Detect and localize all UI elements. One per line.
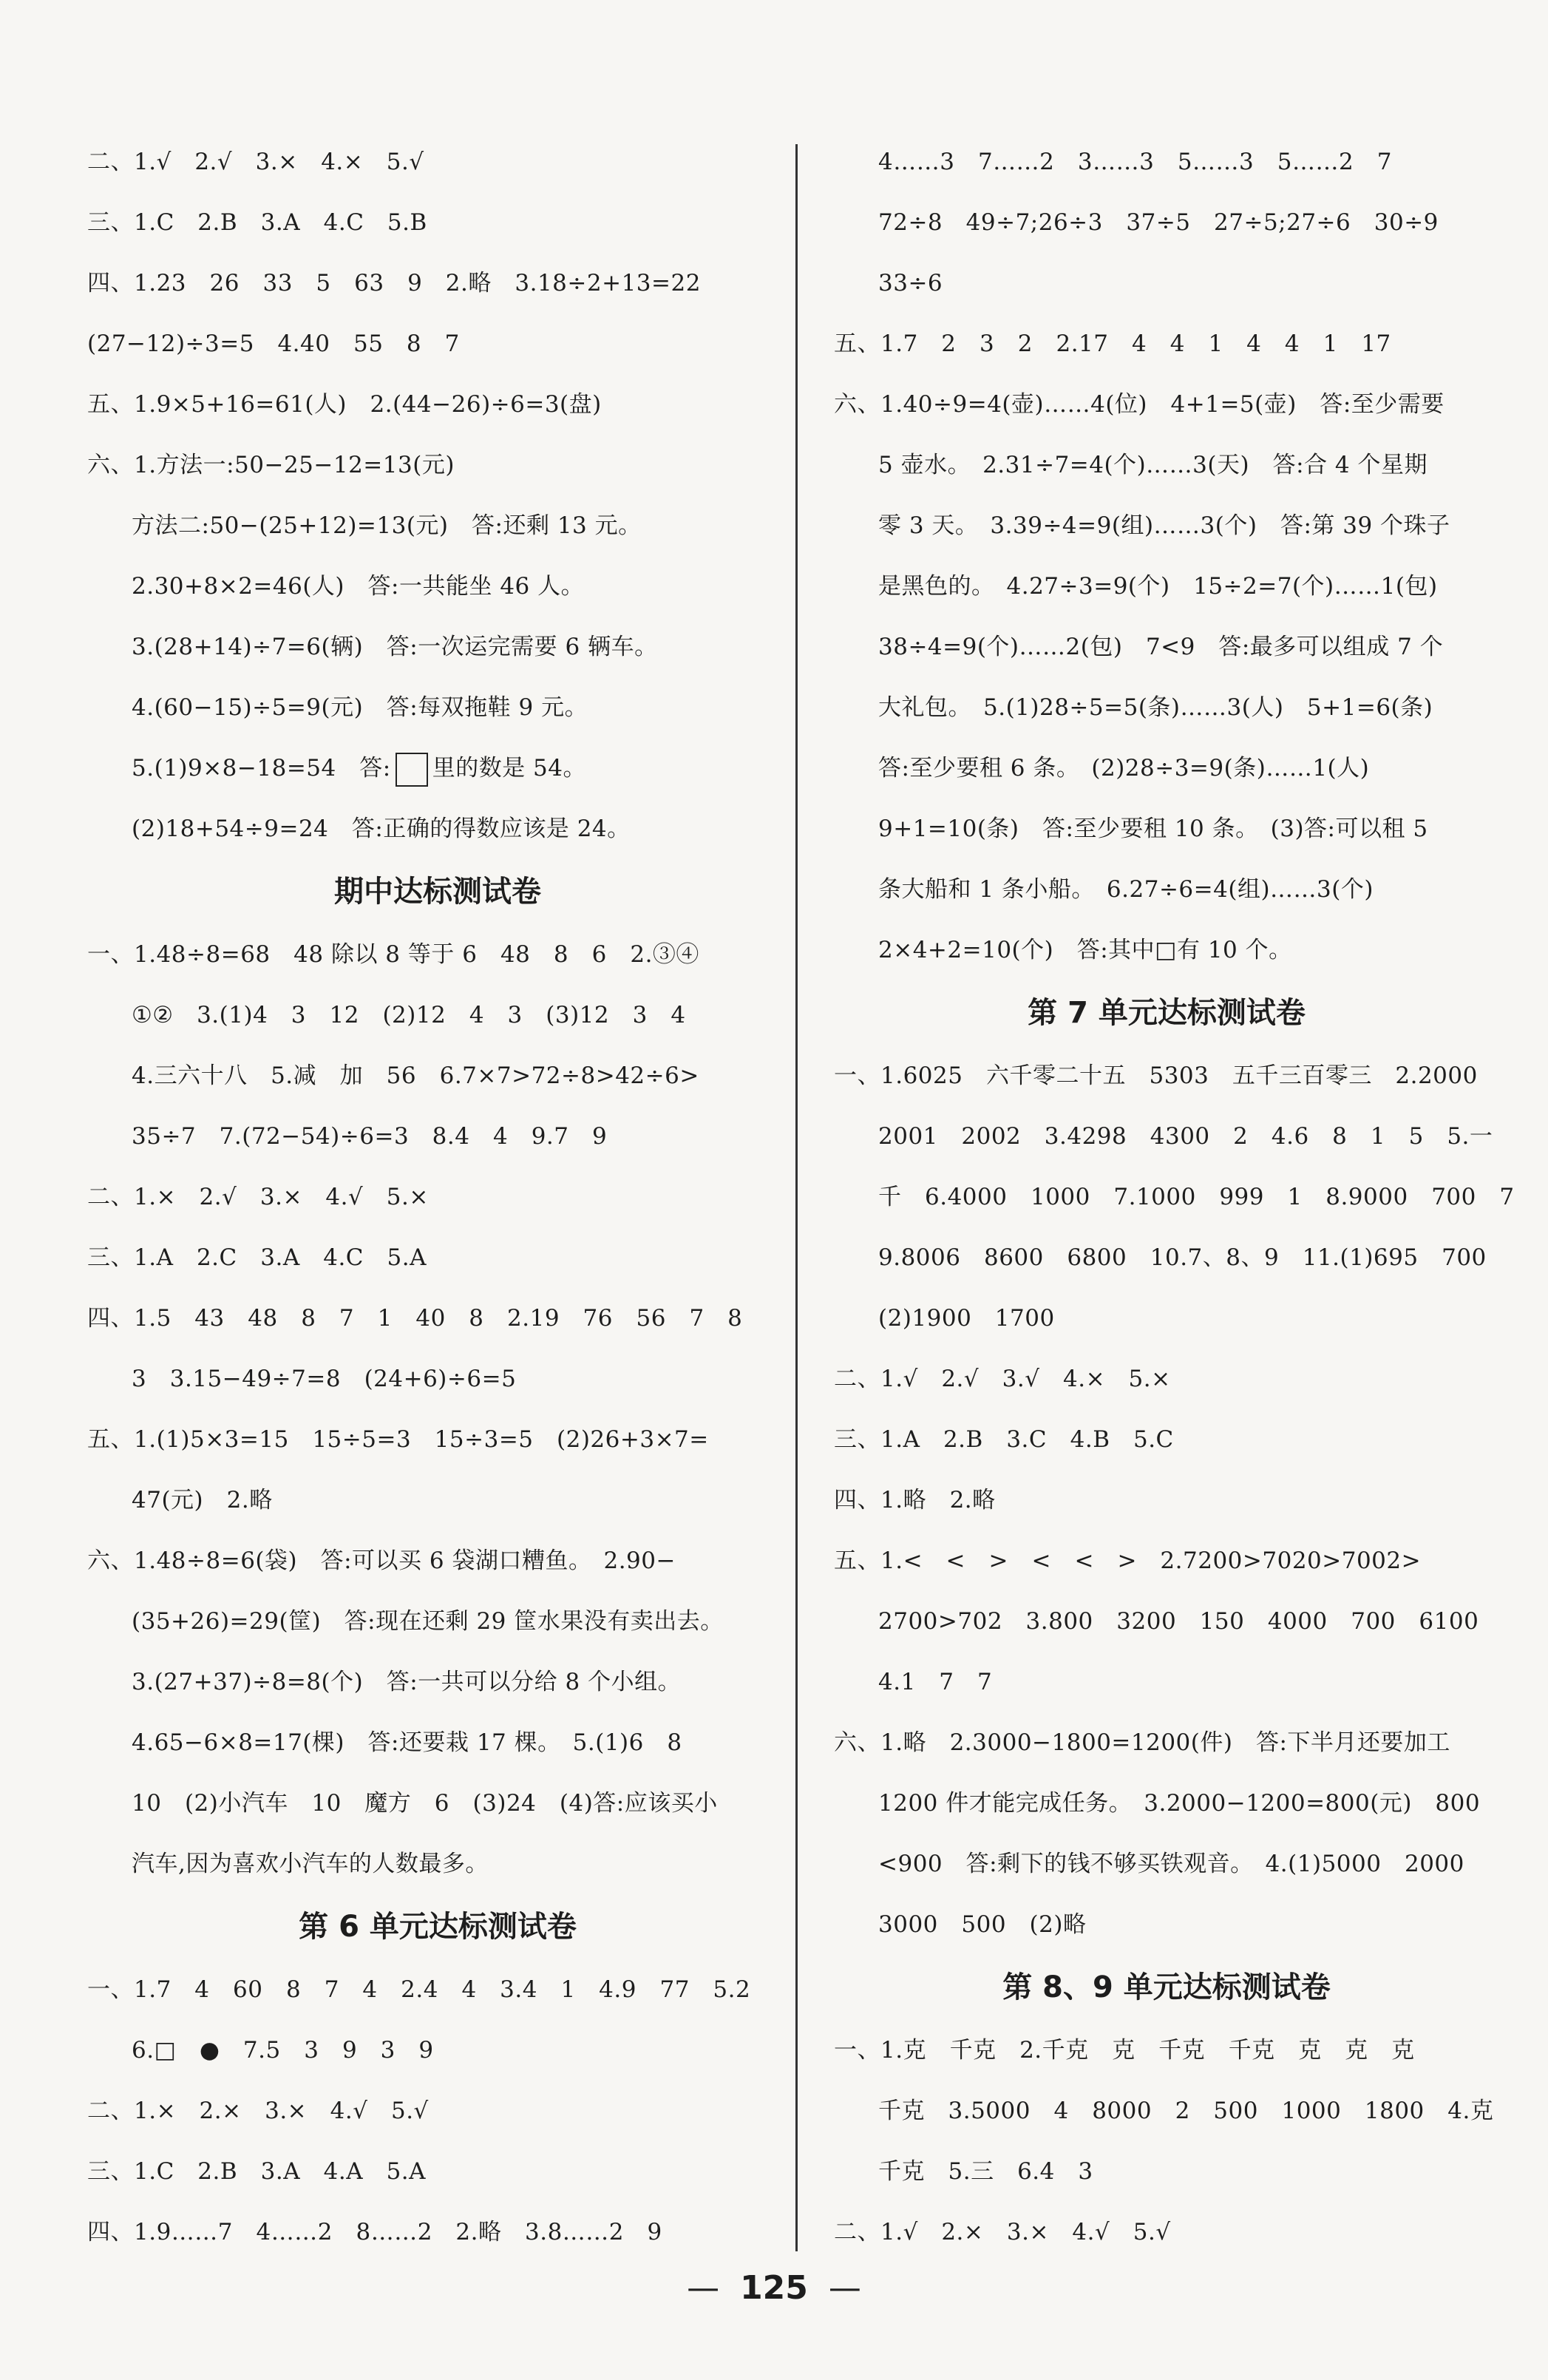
page-number: 125	[740, 2269, 808, 2307]
answer-line: 38÷4=9(个)……2(包) 7<9 答:最多可以组成 7 个	[878, 634, 1444, 660]
answer-line: 2700>702 3.800 3200 150 4000 700 6100	[878, 1608, 1479, 1635]
answer-line: 4.65−6×8=17(棵) 答:还要栽 17 棵。 5.(1)6 8	[132, 1729, 682, 1756]
section-title-unit6: 第 6 单元达标测试卷	[299, 1910, 577, 1944]
answer-line: 4……3 7……2 3……3 5……3 5……2 7	[878, 149, 1392, 175]
answer-line: 四、1.23 26 33 5 63 9 2.略 3.18÷2+13=22	[87, 270, 701, 296]
blank-box-icon	[396, 753, 428, 787]
answer-line: 二、1.× 2.× 3.× 4.√ 5.√	[87, 2098, 429, 2124]
answer-line: (2)1900 1700	[878, 1305, 1055, 1332]
answer-line: 千克 5.三 6.4 3	[878, 2158, 1093, 2185]
answer-line: 一、1.48÷8=68 48 除以 8 等于 6 48 8 6 2.③④	[87, 941, 699, 968]
footer-dash-left: —	[687, 2269, 720, 2307]
answer-line-with-box	[87, 738, 788, 799]
answer-line: 六、1.略 2.3000−1800=1200(件) 答:下半月还要加工	[834, 1729, 1450, 1756]
answer-line: 千 6.4000 1000 7.1000 999 1 8.9000 700 7	[878, 1184, 1515, 1210]
answer-line: 二、1.√ 2.√ 3.× 4.× 5.√	[87, 149, 424, 175]
answer-line: 一、1.7 4 60 8 7 4 2.4 4 3.4 1 4.9 77 5.2	[87, 1976, 751, 2003]
column-divider	[795, 144, 798, 2251]
page-footer	[0, 2262, 1548, 2314]
answer-line: 四、1.5 43 48 8 7 1 40 8 2.19 76 56 7 8	[87, 1305, 743, 1332]
answer-line: 一、1.6025 六千零二十五 5303 五千三百零三 2.2000	[834, 1062, 1478, 1089]
answer-line: 五、1.(1)5×3=15 15÷5=3 15÷3=5 (2)26+3×7=	[87, 1426, 709, 1453]
answer-line: 三、1.C 2.B 3.A 4.A 5.A	[87, 2158, 427, 2185]
answer-line: 35÷7 7.(72−54)÷6=3 8.4 4 9.7 9	[132, 1123, 608, 1150]
footer-dash-right: —	[828, 2269, 861, 2307]
answer-line: 33÷6	[878, 270, 943, 296]
left-column	[87, 132, 788, 2262]
answer-line: <900 答:剩下的钱不够买铁观音。 4.(1)5000 2000	[878, 1851, 1464, 1877]
answer-line: (35+26)=29(筐) 答:现在还剩 29 筐水果没有卖出去。	[132, 1608, 724, 1635]
right-column	[834, 132, 1515, 2262]
answer-line: 4.三六十八 5.减 加 56 6.7×7>72÷8>42÷6>	[132, 1062, 699, 1089]
answer-line: 二、1.√ 2.× 3.× 4.√ 5.√	[834, 2219, 1171, 2245]
box-line-after: 里的数是 54。	[432, 755, 587, 782]
answer-line: 1200 件才能完成任务。 3.2000−1200=800(元) 800	[878, 1790, 1481, 1817]
answer-line: 3.(27+37)÷8=8(个) 答:一共可以分给 8 个小组。	[132, 1669, 682, 1695]
answer-line: ①② 3.(1)4 3 12 (2)12 4 3 (3)12 3 4	[132, 1002, 686, 1028]
answer-line: 二、1.× 2.√ 3.× 4.√ 5.×	[87, 1184, 429, 1210]
answer-line: 3 3.15−49÷7=8 (24+6)÷6=5	[132, 1366, 517, 1392]
answer-line: 五、1.7 2 3 2 2.17 4 4 1 4 4 1 17	[834, 330, 1391, 357]
answer-line: 2×4+2=10(个) 答:其中□有 10 个。	[878, 937, 1292, 963]
answer-line: 千克 3.5000 4 8000 2 500 1000 1800 4.克	[878, 2098, 1494, 2124]
answer-line: 二、1.√ 2.√ 3.√ 4.× 5.×	[834, 1366, 1171, 1392]
answer-line: 三、1.A 2.C 3.A 4.C 5.A	[87, 1244, 427, 1271]
answer-line: 六、1.方法一:50−25−12=13(元)	[87, 452, 455, 478]
answer-line: 三、1.A 2.B 3.C 4.B 5.C	[834, 1426, 1174, 1453]
answer-line: 五、1.9×5+16=61(人) 2.(44−26)÷6=3(盘)	[87, 391, 602, 418]
answer-line: 方法二:50−(25+12)=13(元) 答:还剩 13 元。	[132, 512, 642, 539]
answer-line: 六、1.40÷9=4(壶)……4(位) 4+1=5(壶) 答:至少需要	[834, 391, 1445, 418]
answer-line: 四、1.9……7 4……2 8……2 2.略 3.8……2 9	[87, 2219, 662, 2245]
section-title-unit89: 第 8、9 单元达标测试卷	[1002, 1970, 1331, 2004]
section-title-unit7: 第 7 单元达标测试卷	[1028, 996, 1306, 1030]
answer-line: (27−12)÷3=5 4.40 55 8 7	[87, 330, 460, 357]
answer-line: (2)18+54÷9=24 答:正确的得数应该是 24。	[132, 816, 631, 842]
answer-line: 4.1 7 7	[878, 1669, 993, 1695]
answer-line: 四、1.略 2.略	[834, 1487, 996, 1513]
answer-line: 三、1.C 2.B 3.A 4.C 5.B	[87, 209, 427, 236]
answer-line: 4.(60−15)÷5=9(元) 答:每双拖鞋 9 元。	[132, 694, 588, 721]
section-title-midterm: 期中达标测试卷	[334, 875, 541, 909]
answer-line: 3.(28+14)÷7=6(辆) 答:一次运完需要 6 辆车。	[132, 634, 658, 660]
answer-line: 答:至少要租 6 条。 (2)28÷3=9(条)……1(人)	[878, 755, 1370, 782]
answer-line: 条大船和 1 条小船。 6.27÷6=4(组)……3(个)	[878, 876, 1374, 903]
answer-line: 6.□ ● 7.5 3 9 3 9	[132, 2037, 434, 2064]
answer-line: 一、1.克 千克 2.千克 克 千克 千克 克 克 克	[834, 2037, 1415, 2064]
answer-line: 9.8006 8600 6800 10.7、8、9 11.(1)695 700	[878, 1244, 1487, 1271]
answer-line: 六、1.48÷8=6(袋) 答:可以买 6 袋湖口糟鱼。 2.90−	[87, 1547, 676, 1574]
answer-line: 五、1.< < > < < > 2.7200>7020>7002>	[834, 1547, 1422, 1574]
box-line-before: 5.(1)9×8−18=54 答:	[132, 755, 391, 782]
answer-line: 是黑色的。 4.27÷3=9(个) 15÷2=7(个)……1(包)	[878, 573, 1438, 600]
answer-line: 72÷8 49÷7;26÷3 37÷5 27÷5;27÷6 30÷9	[878, 209, 1439, 236]
answer-line: 2001 2002 3.4298 4300 2 4.6 8 1 5 5.一	[878, 1123, 1493, 1150]
answer-line: 零 3 天。 3.39÷4=9(组)……3(个) 答:第 39 个珠子	[878, 512, 1450, 539]
answer-line: 5 壶水。 2.31÷7=4(个)……3(天) 答:合 4 个星期	[878, 452, 1428, 478]
answer-line: 2.30+8×2=46(人) 答:一共能坐 46 人。	[132, 573, 585, 600]
answer-line: 汽车,因为喜欢小汽车的人数最多。	[132, 1851, 489, 1877]
answer-line: 9+1=10(条) 答:至少要租 10 条。 (3)答:可以租 5	[878, 816, 1428, 842]
answer-line: 3000 500 (2)略	[878, 1911, 1087, 1938]
answer-line: 10 (2)小汽车 10 魔方 6 (3)24 (4)答:应该买小	[132, 1790, 718, 1817]
answer-line: 47(元) 2.略	[132, 1487, 273, 1513]
answer-line: 大礼包。 5.(1)28÷5=5(条)……3(人) 5+1=6(条)	[878, 694, 1433, 721]
